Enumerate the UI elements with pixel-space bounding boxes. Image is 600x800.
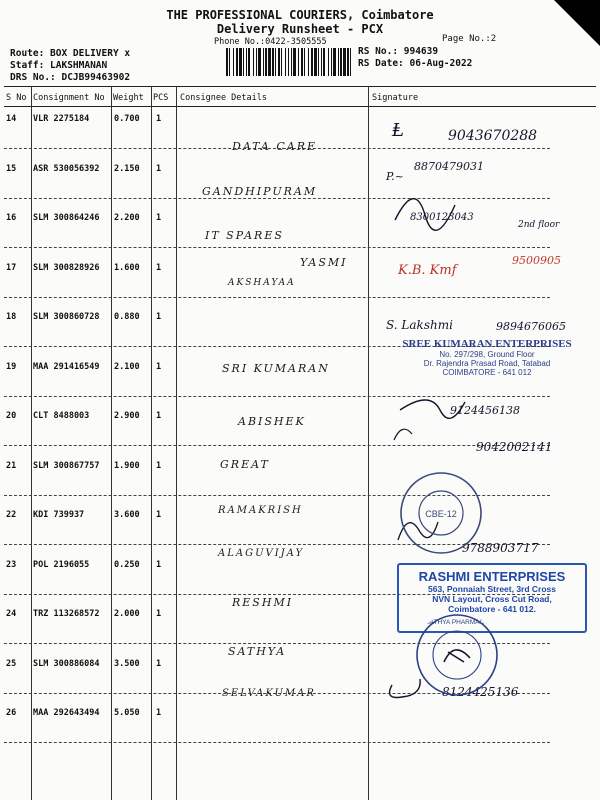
row-pcs: 1 [156,510,162,520]
stamp-line: NVN Layout, Cross Cut Road, [432,594,552,604]
stamp-line: COIMBATORE - 641 012 [442,368,532,377]
column-header-pcs: PCS [153,93,169,103]
seal-text: SATHYA PHARMACY [425,619,489,626]
table-top-rule [4,86,596,87]
row-pcs: 1 [156,213,162,223]
row-sno: 18 [6,312,17,322]
drs-number: DRS No.: DCJB99463902 [10,72,131,83]
signature-note: 9043670288 [448,128,538,144]
row-weight: 2.150 [114,163,140,174]
route: Route: BOX DELIVERY x [10,48,131,59]
barcode-bar [298,48,299,76]
stamp-name: SREE KUMARAN ENTERPRISES [402,338,572,350]
row-sno: 21 [6,460,17,471]
row-weight: 0.250 [114,559,140,570]
barcode-bar [246,48,247,76]
signature-note: 8870479031 [414,160,484,173]
stamp-name: RASHMI ENTERPRISES [418,569,566,584]
row-sno: 26 [6,708,17,718]
row-pcs: 1 [156,312,162,322]
row-pcs: 1 [156,609,162,619]
row-weight: 0.880 [114,312,140,322]
phone-number: Phone No.:0422-3505555 [214,37,327,47]
row-sno: 14 [6,114,17,124]
barcode-bar [293,48,296,76]
row-weight: 1.600 [114,262,140,273]
row-consignment-no: TRZ 113268572 [33,609,100,619]
signature-note: 8300123043 [410,212,474,223]
row-consignment-no: ASR 530056392 [33,163,100,174]
barcode-bar [323,48,325,76]
handwritten-name: GREAT [220,458,270,471]
signature-note: 9124456138 [450,404,520,417]
row-consignment-no: POL 2196055 [33,559,90,570]
signature-note: 9500905 [512,254,561,267]
row-consignment-no: KDI 739937 [33,510,85,520]
row-pcs: 1 [156,163,162,174]
row-sno: 22 [6,510,17,520]
barcode-bar [285,48,286,76]
barcode-bar [338,48,339,76]
row-consignment-no: VLR 2275184 [33,114,90,124]
barcode-bar [272,48,274,76]
document-title: Delivery Runsheet - PCX [216,22,384,36]
row-sno: 25 [6,658,17,669]
barcode-bar [301,48,303,76]
staff: Staff: LAKSHMANAN [10,60,108,71]
row-consignment-no: SLM 300828926 [33,262,100,273]
column-header-signature: Signature [372,93,419,103]
barcode-bar [229,48,230,76]
pharmacy-seal [414,612,500,698]
handwritten-name: ABISHEK [238,415,306,428]
handwritten-name: IT SPARES [205,229,284,242]
barcode-bar [278,48,280,76]
row-sno: 16 [6,213,17,223]
barcode-bar [226,48,228,76]
row-weight: 2.100 [114,361,140,372]
rs-number: RS No.: 994639 [358,46,439,57]
barcode-bar [263,48,264,76]
row-consignment-no: SLM 300867757 [33,460,100,471]
row-consignment-no: SLM 300860728 [33,312,100,322]
row-sno: 24 [6,609,17,619]
signature-scribble: Ⱡ [392,120,404,141]
barcode-bar [340,48,342,76]
barcode-bar [288,48,289,76]
barcode-bar [314,48,317,76]
sree-kumaran-stamp [381,338,593,377]
barcode-bar [350,48,351,76]
row-weight: 2.200 [114,213,140,223]
barcode-bar [333,48,336,76]
barcode-bar [291,48,292,76]
handwritten-name: RESHMI [232,596,294,609]
rashmi-stamp [397,563,587,633]
row-pcs: 1 [156,262,162,273]
barcode-bar [239,48,242,76]
signature-note: 8124425136 [442,685,519,699]
row-weight: 2.900 [114,411,140,421]
row-pcs: 1 [156,708,162,718]
barcode-bar [265,48,267,76]
handwritten-name: AKSHAYAA [228,278,296,288]
column-header-weight: Weight [113,93,144,103]
signature-note: 2nd floor [518,220,560,230]
row-sno: 15 [6,163,17,174]
stamp-line: Dr. Rajendra Prasad Road, Tatabad [423,359,551,368]
barcode-bar [256,48,257,76]
row-weight: 5.050 [114,708,140,718]
row-consignment-no: MAA 291416549 [33,361,100,372]
barcode-bar [328,48,329,76]
row-consignment-no: SLM 300864246 [33,213,100,223]
row-consignment-no: CLT 8488003 [33,411,90,421]
signature-name: K.B. Kmf [398,263,457,278]
row-weight: 1.900 [114,460,140,471]
barcode-bar [233,48,234,76]
barcode-bar [321,48,322,76]
barcode-bar [281,48,282,76]
column-header-consignment: Consignment No [33,93,105,103]
barcode-bar [243,48,244,76]
barcode-bar [248,48,250,76]
barcode-bar [236,48,238,76]
barcode [226,48,352,76]
row-pcs: 1 [156,411,162,421]
barcode-bar [308,48,309,76]
column-header-consignee: Consignee Details [180,93,267,103]
row-pcs: 1 [156,559,162,570]
barcode-bar [318,48,319,76]
row-weight: 3.600 [114,510,140,520]
handwritten-name: SATHYA [228,645,287,658]
row-sno: 20 [6,411,17,421]
row-pcs: 1 [156,114,162,124]
barcode-bar [347,48,349,76]
barcode-bar [275,48,276,76]
signature-note: 9894676065 [496,320,566,333]
barcode-bar [268,48,271,76]
handwritten-name: SRI KUMARAN [222,362,330,375]
row-weight: 2.000 [114,609,140,619]
seal-text: CBE-12 [425,509,457,519]
handwritten-name: SELVAKUMAR [222,688,316,699]
barcode-bar [311,48,313,76]
barcode-bar [343,48,346,76]
table-header-rule [4,106,596,107]
handwritten-name: GANDHIPURAM [202,185,318,198]
signature-scribble: P.~ [386,170,404,183]
handwritten-name: DATA CARE [232,140,318,153]
page-number: Page No.:2 [442,34,497,44]
handwritten-name: YASMI [300,256,348,269]
row-sno: 17 [6,262,17,273]
barcode-bar [253,48,254,76]
handwritten-name: ALAGUVIJAY [218,548,305,559]
rs-date: RS Date: 06-Aug-2022 [358,58,473,69]
row-consignment-no: SLM 300886084 [33,658,100,669]
row-separator [4,742,550,743]
row-weight: 0.700 [114,114,140,124]
barcode-bar [258,48,261,76]
barcode-bar [304,48,305,76]
round-seal [398,470,484,556]
barcode-bar [331,48,332,76]
signature-name: S. Lakshmi [386,318,453,332]
company-title: THE PROFESSIONAL COURIERS, Coimbatore [166,8,434,22]
signature-note: 9788903717 [462,541,539,555]
row-weight: 3.500 [114,658,140,669]
stamp-line: 563, Ponnaiah Street, 3rd Cross [427,584,557,594]
column-header-sno: S No [6,93,27,103]
stamp-line: No. 297/298, Ground Floor [439,350,535,359]
row-sno: 23 [6,559,17,570]
signature-note: 9042002141 [476,440,553,454]
row-consignment-no: MAA 292643494 [33,708,100,718]
row-pcs: 1 [156,460,162,471]
row-sno: 19 [6,361,17,372]
handwritten-name: RAMAKRISH [218,505,303,516]
row-pcs: 1 [156,658,162,669]
stamp-line: Coimbatore - 641 012. [448,604,536,614]
row-pcs: 1 [156,361,162,372]
